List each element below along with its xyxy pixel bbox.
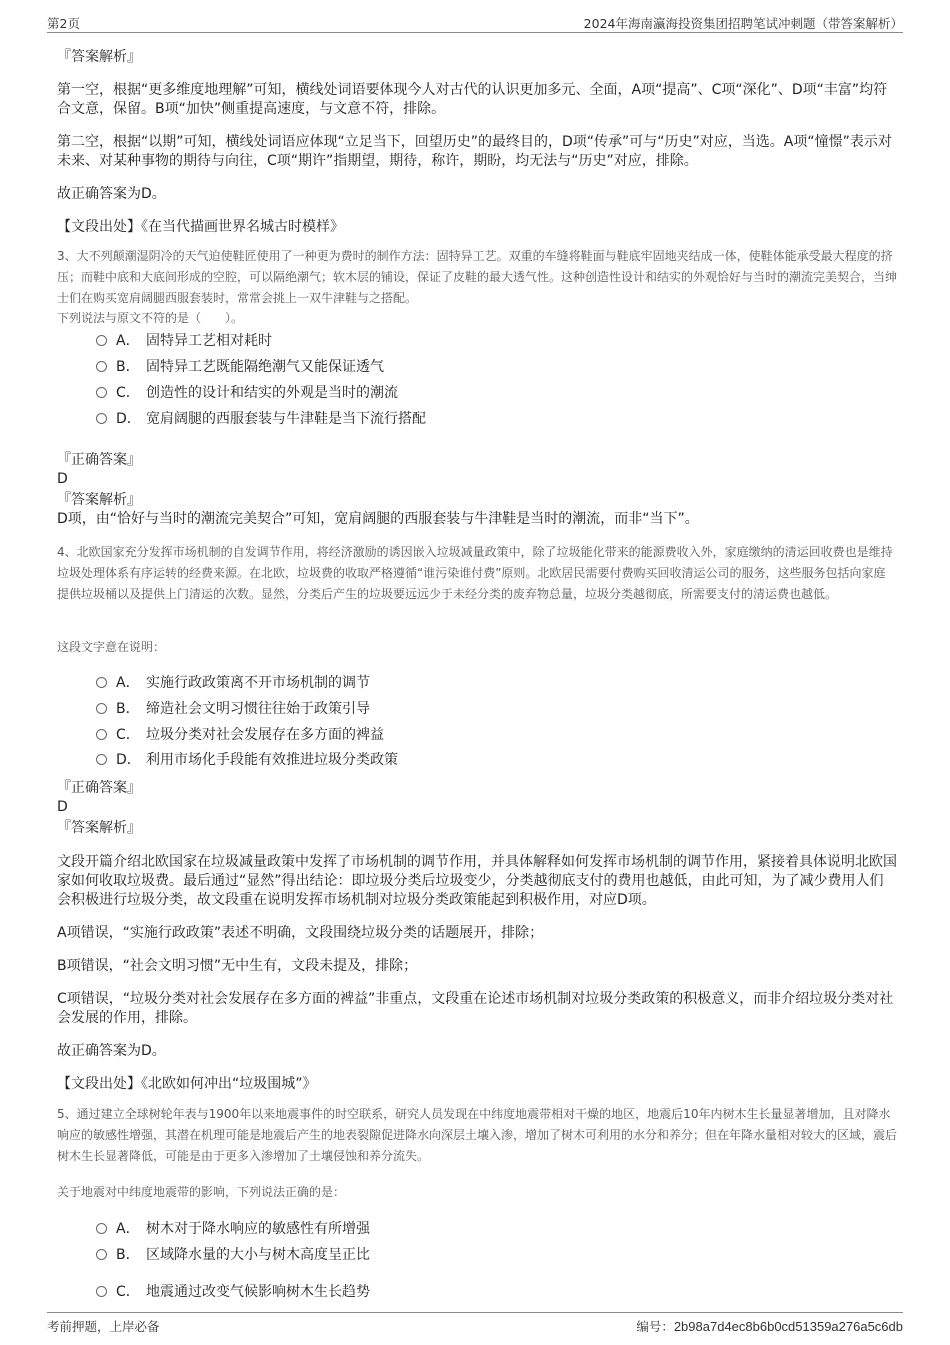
- q3-question: 下列说法与原文不符的是（ ）。: [57, 311, 244, 325]
- radio-icon[interactable]: [96, 677, 107, 688]
- radio-icon[interactable]: [96, 729, 107, 740]
- q2-analysis-label: 『答案解析』: [57, 49, 141, 65]
- radio-icon[interactable]: [96, 703, 107, 714]
- q5-option-c[interactable]: C． 地震通过改变气候影响树木生长趋势: [96, 1282, 370, 1302]
- q2-source: 【文段出处】《在当代描画世界名城古时模样》: [57, 219, 344, 235]
- q5-question: 关于地震对中纬度地震带的影响，下列说法正确的是：: [57, 1185, 346, 1199]
- code-label: 编号：: [636, 1319, 674, 1334]
- q5-stem: 5、通过建立全球树轮年表与1900年以来地震事件的时空联系，研究人员发现在中纬度地震带相对干燥的地区，地震后10年内树木生长量显著增加，且对降水响应的敏感性增强，其潜在机理可能是地震后产生的地表裂隙促进降水向深层土壤入渗，增加了树木可利用的水分和养分；但在年降水量相对较大的区域，震后树木生长显著降低，可能是由于更多入渗增加了土壤侵蚀和养分流失。: [57, 1107, 898, 1163]
- page-number: 第2页: [47, 16, 80, 31]
- radio-icon[interactable]: [96, 361, 107, 372]
- q4-correct-label: 『正确答案』: [57, 780, 141, 796]
- q4-analysis-option-c: C项错误，“垃圾分类对社会发展存在多方面的裨益”非重点，文段重在论述市场机制对垃圾分类政策的积极意义，而非介绍垃圾分类对社会发展的作用，排除。: [57, 991, 894, 1026]
- q4-stem: 4、北欧国家充分发挥市场机制的自发调节作用，将经济激励的诱因嵌入垃圾减量政策中，除了垃圾能化带来的能源费收入外，家庭缴纳的清运回收费也是维持垃圾处理体系有序运转的经费来源。在北欧，垃圾费的收取严格遵循“谁污染谁付费”原则。北欧居民需要付费购买回收清运公司的服务，这些服务包括向家庭提供垃圾桶以及提供上门清运的次数。显然，分类后产生的垃圾要远远少于未经分类的废弃物总量，垃圾分类越彻底，所需要支付的清运费也越低。: [57, 545, 893, 601]
- q4-analysis-option-b: B项错误，“社会文明习惯”无中生有，文段未提及，排除；: [57, 958, 418, 974]
- q2-analysis-para-1: 第一空，根据“更多维度地理解”可知，横线处词语要体现今人对古代的认识更加多元、全面，A项“提高”、C项“深化”、D项“丰富”均符合文意，保留。B项“加快”侧重提高速度，与文意不符，排除。: [57, 82, 888, 117]
- radio-icon[interactable]: [96, 1249, 107, 1260]
- page-header: [47, 12, 903, 33]
- q4-option-d[interactable]: D． 利用市场化手段能有效推进垃圾分类政策: [96, 750, 398, 770]
- q4-analysis-para-1: 文段开篇介绍北欧国家在垃圾减量政策中发挥了市场机制的调节作用，并具体解释如何发挥市场机制的调节作用，紧接着具体说明北欧国家如何收取垃圾费。最后通过“显然”得出结论：即垃圾分类后垃圾变少，分类越彻底支付的费用也越低，由此可知，为了减少费用人们会积极进行垃圾分类，故文段重在说明发挥市场机制对垃圾分类政策能起到积极作用，对应D项。: [57, 854, 897, 908]
- q5-option-a[interactable]: A． 树木对于降水响应的敏感性有所增强: [96, 1219, 370, 1239]
- q4-option-c[interactable]: C． 垃圾分类对社会发展存在多方面的裨益: [96, 725, 384, 745]
- q3-analysis: D项，由“恰好与当时的潮流完美契合”可知，宽肩阔腿的西服套装与牛津鞋是当时的潮流，而非“当下”。: [57, 511, 699, 527]
- radio-icon[interactable]: [96, 413, 107, 424]
- q2-conclusion: 故正确答案为D。: [57, 186, 166, 202]
- q4-answer: D: [57, 799, 68, 815]
- radio-icon[interactable]: [96, 1286, 107, 1297]
- q3-option-d[interactable]: D． 宽肩阔腿的西服套装与牛津鞋是当下流行搭配: [96, 409, 426, 429]
- q5-option-b[interactable]: B． 区域降水量的大小与树木高度呈正比: [96, 1245, 370, 1265]
- q3-analysis-label: 『答案解析』: [57, 492, 141, 508]
- q4-analysis-label: 『答案解析』: [57, 820, 141, 836]
- q3-correct-label: 『正确答案』: [57, 452, 141, 468]
- page-footer: [47, 1312, 903, 1335]
- q3-stem: 3、大不列颠潮湿阴冷的天气迫使鞋匠使用了一种更为费时的制作方法：固特异工艺。双重的车缝将鞋面与鞋底牢固地夹结成一体，使鞋体能承受最大程度的挤压；而鞋中底和大底间形成的空腔，可以隔绝潮气；软木层的铺设，保证了皮鞋的最大透气性。这种创造性设计和结实的外观恰好与当时的潮流完美契合，当绅士们在购买宽肩阔腿西服套装时，常常会挑上一双牛津鞋与之搭配。: [57, 249, 898, 305]
- q4-source: 【文段出处】《北欧如何冲出“垃圾围城”》: [57, 1076, 317, 1092]
- q3-option-a[interactable]: A． 固特异工艺相对耗时: [96, 331, 272, 351]
- q4-option-b[interactable]: B． 缔造社会文明习惯往往始于政策引导: [96, 699, 370, 719]
- q3-answer: D: [57, 471, 68, 487]
- radio-icon[interactable]: [96, 335, 107, 346]
- document-code: [636, 1317, 903, 1335]
- q4-option-a[interactable]: A． 实施行政政策离不开市场机制的调节: [96, 673, 370, 693]
- radio-icon[interactable]: [96, 387, 107, 398]
- q3-option-b[interactable]: B． 固特异工艺既能隔绝潮气又能保证透气: [96, 357, 384, 377]
- q3-option-c[interactable]: C． 创造性的设计和结实的外观是当时的潮流: [96, 383, 398, 403]
- document-title: 2024年海南瀛海投资集团招聘笔试冲刺题（带答案解析）: [583, 16, 903, 31]
- code-value: 2b98a7d4ec8b6b0cd51359a276a5c6db: [673, 1319, 903, 1334]
- radio-icon[interactable]: [96, 1223, 107, 1234]
- q4-conclusion: 故正确答案为D。: [57, 1043, 166, 1059]
- q4-analysis-option-a: A项错误，“实施行政政策”表述不明确，文段围绕垃圾分类的话题展开，排除；: [57, 925, 544, 941]
- q4-question: 这段文字意在说明：: [57, 640, 166, 654]
- q2-analysis-para-2: 第二空，根据“以期”可知，横线处词语应体现“立足当下，回望历史”的最终目的，D项“传承”可与“历史”对应，当选。A项“憧憬”表示对未来、对某种事物的期待与向往，C项“期许”指期望，期待，称许，期盼，均无法与“历史”对应，排除。: [57, 134, 892, 169]
- footer-slogan: 考前押题，上岸必备: [47, 1319, 160, 1334]
- radio-icon[interactable]: [96, 754, 107, 765]
